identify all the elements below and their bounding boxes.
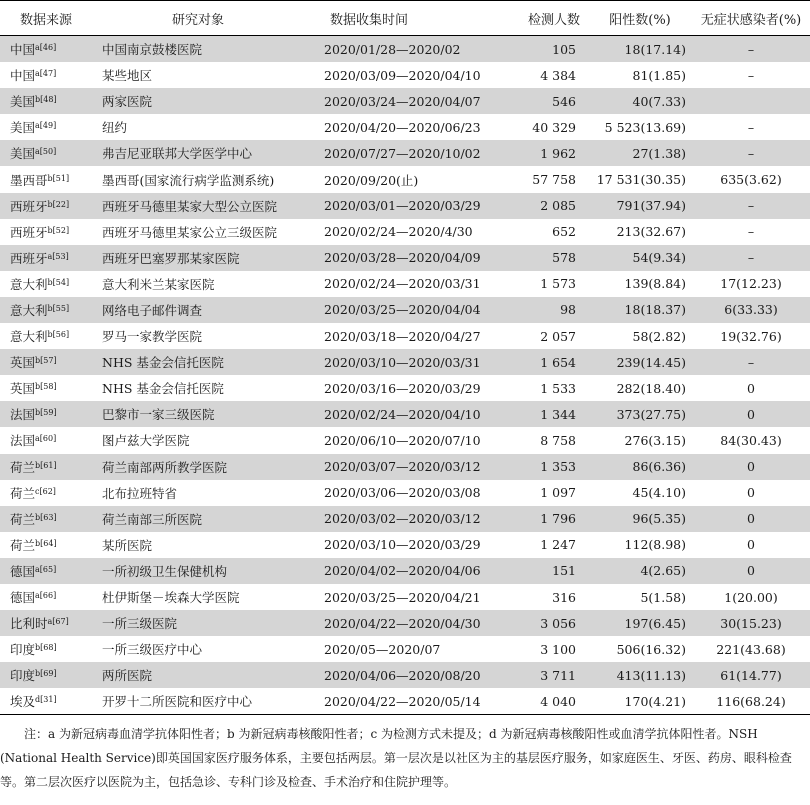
cell-positive-count: 54(9.34) [588,245,692,271]
cell-positive-count: 27(1.38) [588,140,692,166]
cell-asymptomatic: – [692,62,810,88]
cell-tested-count: 3 100 [482,636,588,662]
reference-superscript: b[59] [35,408,57,418]
table-row [0,532,810,558]
country-name: 美国 [10,94,36,110]
country-name: 荷兰 [10,511,36,527]
cell-positive-count: 58(2.82) [588,323,692,349]
country-name: 墨西哥 [10,172,48,188]
cell-asymptomatic: 0 [692,401,810,427]
reference-superscript: b[22] [47,199,70,209]
cell-study-subject: 西班牙巴塞罗那某家医院 [92,245,310,271]
country-name: 法国 [10,407,36,423]
reference-superscript: d[31] [35,695,57,705]
cell-collection-period: 2020/03/09—2020/04/10 [310,62,482,88]
cell-asymptomatic: 635(3.62) [692,166,810,192]
cell-study-subject: 一所初级卫生保健机构 [92,558,310,584]
reference-superscript: a[53] [47,251,69,261]
reference-superscript: b[58] [35,382,57,392]
cell-data-source [0,297,92,323]
cell-data-source [0,427,92,453]
cell-data-source [0,610,92,636]
table-row [0,401,810,427]
country-name: 意大利 [10,276,48,292]
cell-tested-count: 1 533 [482,375,588,401]
cell-study-subject: NHS 基金会信托医院 [92,349,310,375]
cell-asymptomatic: – [692,140,810,166]
cell-study-subject: 西班牙马德里某家大型公立医院 [92,193,310,219]
cell-data-source [0,375,92,401]
country-name: 英国 [10,381,36,397]
country-name: 中国 [10,68,36,84]
cell-positive-count: 506(16.32) [588,636,692,662]
country-name: 西班牙 [10,250,48,266]
cell-collection-period: 2020/03/25—2020/04/04 [310,297,482,323]
table-row [0,36,810,63]
header-row [0,1,810,36]
cell-asymptomatic: 116(68.24) [692,688,810,715]
country-name: 意大利 [10,329,48,345]
header-data-source: 数据来源 [0,1,92,36]
table-row [0,688,810,715]
reference-superscript: b[48] [35,95,57,105]
country-name: 荷兰 [10,459,36,475]
table-row [0,140,810,166]
reference-superscript: b[69] [35,669,57,679]
reference-superscript: b[51] [47,173,70,183]
cell-study-subject: 开罗十二所医院和医疗中心 [92,688,310,715]
cell-positive-count: 170(4.21) [588,688,692,715]
reference-superscript: a[65] [35,564,57,574]
cell-data-source [0,245,92,271]
cell-data-source [0,532,92,558]
reference-superscript: b[64] [35,538,57,548]
cell-study-subject: 西班牙马德里某家公立三级医院 [92,219,310,245]
cell-tested-count: 1 353 [482,454,588,480]
cell-study-subject: 纽约 [92,114,310,140]
cell-collection-period: 2020/03/18—2020/04/27 [310,323,482,349]
cell-data-source [0,688,92,715]
cell-collection-period: 2020/04/02—2020/04/06 [310,558,482,584]
country-name: 荷兰 [10,485,36,501]
cell-positive-count: 282(18.40) [588,375,692,401]
country-name: 德国 [10,590,36,606]
cell-study-subject: 两家医院 [92,88,310,114]
cell-study-subject: 一所三级医院 [92,610,310,636]
reference-superscript: a[50] [35,147,57,157]
country-name: 英国 [10,355,36,371]
cell-asymptomatic: – [692,349,810,375]
cell-study-subject: 中国南京鼓楼医院 [92,36,310,63]
table-row [0,323,810,349]
cell-positive-count: 5(1.58) [588,584,692,610]
country-name: 德国 [10,563,36,579]
cell-data-source [0,166,92,192]
cell-positive-count: 197(6.45) [588,610,692,636]
country-name: 埃及 [10,694,36,710]
cell-asymptomatic: – [692,245,810,271]
cell-collection-period: 2020/04/20—2020/06/23 [310,114,482,140]
cell-collection-period: 2020/03/06—2020/03/08 [310,480,482,506]
reference-superscript: b[68] [35,643,57,653]
cell-study-subject: 某所医院 [92,532,310,558]
cell-positive-count: 5 523(13.69) [588,114,692,140]
cell-positive-count: 81(1.85) [588,62,692,88]
cell-tested-count: 2 057 [482,323,588,349]
cell-positive-count: 4(2.65) [588,558,692,584]
cell-tested-count: 8 758 [482,427,588,453]
cell-study-subject: 图卢兹大学医院 [92,427,310,453]
reference-superscript: b[54] [47,277,70,287]
table-row [0,558,810,584]
cell-collection-period: 2020/06/10—2020/07/10 [310,427,482,453]
reference-superscript: b[63] [35,512,57,522]
table-row [0,610,810,636]
table-row [0,506,810,532]
cell-data-source [0,271,92,297]
cell-asymptomatic: 30(15.23) [692,610,810,636]
cell-data-source [0,323,92,349]
cell-study-subject: 某些地区 [92,62,310,88]
country-name: 比利时 [10,616,48,632]
cell-collection-period: 2020/03/10—2020/03/31 [310,349,482,375]
reference-superscript: a[49] [35,121,57,131]
reference-superscript: a[67] [47,617,69,627]
reference-superscript: b[57] [35,356,57,366]
cell-asymptomatic: – [692,36,810,63]
country-name: 意大利 [10,302,48,318]
cell-study-subject: 一所三级医疗中心 [92,636,310,662]
cell-collection-period: 2020/02/24—2020/4/30 [310,219,482,245]
cell-collection-period: 2020/03/01—2020/03/29 [310,193,482,219]
cell-data-source [0,62,92,88]
table-row [0,349,810,375]
cell-data-source [0,193,92,219]
cell-positive-count: 413(11.13) [588,662,692,688]
cell-tested-count: 4 040 [482,688,588,715]
cell-tested-count: 3 711 [482,662,588,688]
cell-positive-count: 276(3.15) [588,427,692,453]
table-row [0,297,810,323]
cell-positive-count: 213(32.67) [588,219,692,245]
cell-collection-period: 2020/01/28—2020/02 [310,36,482,63]
header-asymptomatic: 无症状感染者(%) [692,1,810,36]
cell-positive-count: 17 531(30.35) [588,166,692,192]
cell-study-subject: 意大利米兰某家医院 [92,271,310,297]
cell-data-source [0,114,92,140]
cell-study-subject: 北布拉班特省 [92,480,310,506]
cell-tested-count: 1 344 [482,401,588,427]
cell-tested-count: 98 [482,297,588,323]
country-name: 法国 [10,433,36,449]
cell-study-subject: 杜伊斯堡－埃森大学医院 [92,584,310,610]
cell-collection-period: 2020/03/07—2020/03/12 [310,454,482,480]
cell-asymptomatic: 0 [692,558,810,584]
cell-positive-count: 96(5.35) [588,506,692,532]
cell-study-subject: NHS 基金会信托医院 [92,375,310,401]
cell-data-source [0,662,92,688]
cell-tested-count: 1 573 [482,271,588,297]
cell-data-source [0,88,92,114]
cell-positive-count: 239(14.45) [588,349,692,375]
cell-asymptomatic: – [692,219,810,245]
cell-tested-count: 1 962 [482,140,588,166]
cell-tested-count: 40 329 [482,114,588,140]
cell-tested-count: 652 [482,219,588,245]
cell-asymptomatic: 6(33.33) [692,297,810,323]
table-row [0,166,810,192]
country-name: 美国 [10,120,36,136]
reference-superscript: b[52] [47,225,70,235]
cell-data-source [0,636,92,662]
reference-superscript: b[55] [47,303,70,313]
cell-asymptomatic: 0 [692,506,810,532]
cell-positive-count: 45(4.10) [588,480,692,506]
cell-asymptomatic: 0 [692,480,810,506]
cell-collection-period: 2020/02/24—2020/04/10 [310,401,482,427]
cell-asymptomatic: 19(32.76) [692,323,810,349]
country-name: 西班牙 [10,224,48,240]
cell-tested-count: 1 247 [482,532,588,558]
cell-tested-count: 578 [482,245,588,271]
header-collection-period: 数据收集时间 [310,1,482,36]
cell-asymptomatic: 0 [692,375,810,401]
header-study-subject: 研究对象 [92,1,310,36]
cell-positive-count: 40(7.33) [588,88,692,114]
cell-collection-period: 2020/09/20(止) [310,166,482,192]
country-name: 中国 [10,42,36,58]
cell-tested-count: 1 097 [482,480,588,506]
cell-tested-count: 2 085 [482,193,588,219]
cell-study-subject: 弗吉尼亚联邦大学医学中心 [92,140,310,166]
cell-positive-count: 18(17.14) [588,36,692,63]
header-positive-count: 阳性数(%) [588,1,692,36]
cell-study-subject: 荷兰南部三所医院 [92,506,310,532]
footnote-text: 注：a 为新冠病毒血清学抗体阳性者；b 为新冠病毒核酸阳性者；c 为检测方式未提及；d 为新冠病毒核酸阳性或血清学抗体阳性者。NSH (National Health Service)即英国国家医疗服务体系，主要包括两层。第一层次是以社区为主的基层医疗服务，如家庭医生、牙医、药房、眼科检查等。第二层次医疗以医院为主，包括急诊、专科门诊及检查、手术治疗和住院护理等。 [0,727,792,789]
cell-study-subject: 两所医院 [92,662,310,688]
cell-positive-count: 112(8.98) [588,532,692,558]
table-row [0,375,810,401]
cell-positive-count: 373(27.75) [588,401,692,427]
cell-positive-count: 139(8.84) [588,271,692,297]
cell-study-subject: 网络电子邮件调查 [92,297,310,323]
cell-positive-count: 86(6.36) [588,454,692,480]
table-row [0,454,810,480]
cell-tested-count: 105 [482,36,588,63]
cell-tested-count: 546 [482,88,588,114]
country-name: 西班牙 [10,198,48,214]
cell-asymptomatic: 0 [692,454,810,480]
cell-asymptomatic: 221(43.68) [692,636,810,662]
table-body [0,36,810,715]
cell-data-source [0,140,92,166]
reference-superscript: a[46] [35,43,57,53]
cell-data-source [0,584,92,610]
cell-collection-period: 2020/03/24—2020/04/07 [310,88,482,114]
cell-tested-count: 4 384 [482,62,588,88]
reference-superscript: a[47] [35,69,57,79]
cell-collection-period: 2020/03/28—2020/04/09 [310,245,482,271]
table-row [0,427,810,453]
table-row [0,245,810,271]
cell-collection-period: 2020/04/22—2020/05/14 [310,688,482,715]
country-name: 印度 [10,642,36,658]
cell-collection-period: 2020/03/10—2020/03/29 [310,532,482,558]
reference-superscript: b[61] [35,460,57,470]
cell-collection-period: 2020/03/02—2020/03/12 [310,506,482,532]
cell-tested-count: 151 [482,558,588,584]
table-row [0,193,810,219]
table-row [0,88,810,114]
cell-data-source [0,401,92,427]
table-row [0,219,810,245]
cell-asymptomatic: – [692,193,810,219]
reference-superscript: b[56] [47,330,70,340]
cell-collection-period: 2020/07/27—2020/10/02 [310,140,482,166]
cell-collection-period: 2020/04/06—2020/08/20 [310,662,482,688]
cell-collection-period: 2020/02/24—2020/03/31 [310,271,482,297]
cell-collection-period: 2020/05—2020/07 [310,636,482,662]
cell-study-subject: 罗马一家教学医院 [92,323,310,349]
table-row [0,271,810,297]
table-row [0,662,810,688]
country-name: 荷兰 [10,537,36,553]
cell-asymptomatic: 0 [692,532,810,558]
cell-data-source [0,558,92,584]
cell-data-source [0,219,92,245]
cell-asymptomatic [692,88,810,114]
cell-positive-count: 791(37.94) [588,193,692,219]
cell-asymptomatic: 17(12.23) [692,271,810,297]
cell-tested-count: 3 056 [482,610,588,636]
cell-tested-count: 57 758 [482,166,588,192]
cell-data-source [0,349,92,375]
cell-collection-period: 2020/04/22—2020/04/30 [310,610,482,636]
cell-collection-period: 2020/03/16—2020/03/29 [310,375,482,401]
cell-data-source [0,36,92,63]
cell-tested-count: 316 [482,584,588,610]
cell-study-subject: 墨西哥(国家流行病学监测系统) [92,166,310,192]
cell-data-source [0,480,92,506]
table-header [0,1,810,36]
table-row [0,584,810,610]
cell-data-source [0,506,92,532]
table-footnote [0,722,810,794]
cell-asymptomatic: – [692,114,810,140]
table-row [0,636,810,662]
reference-superscript: c[62] [35,486,56,496]
cell-collection-period: 2020/03/25—2020/04/21 [310,584,482,610]
cell-asymptomatic: 61(14.77) [692,662,810,688]
table-row [0,114,810,140]
table-row [0,480,810,506]
reference-superscript: a[60] [35,434,57,444]
cell-data-source [0,454,92,480]
reference-superscript: a[66] [35,591,57,601]
cell-study-subject: 荷兰南部两所教学医院 [92,454,310,480]
cell-tested-count: 1 654 [482,349,588,375]
cell-asymptomatic: 84(30.43) [692,427,810,453]
cell-positive-count: 18(18.37) [588,297,692,323]
country-name: 印度 [10,668,36,684]
cell-tested-count: 1 796 [482,506,588,532]
cell-asymptomatic: 1(20.00) [692,584,810,610]
country-name: 美国 [10,146,36,162]
header-tested-count: 检测人数 [482,1,588,36]
cell-study-subject: 巴黎市一家三级医院 [92,401,310,427]
table-row [0,62,810,88]
